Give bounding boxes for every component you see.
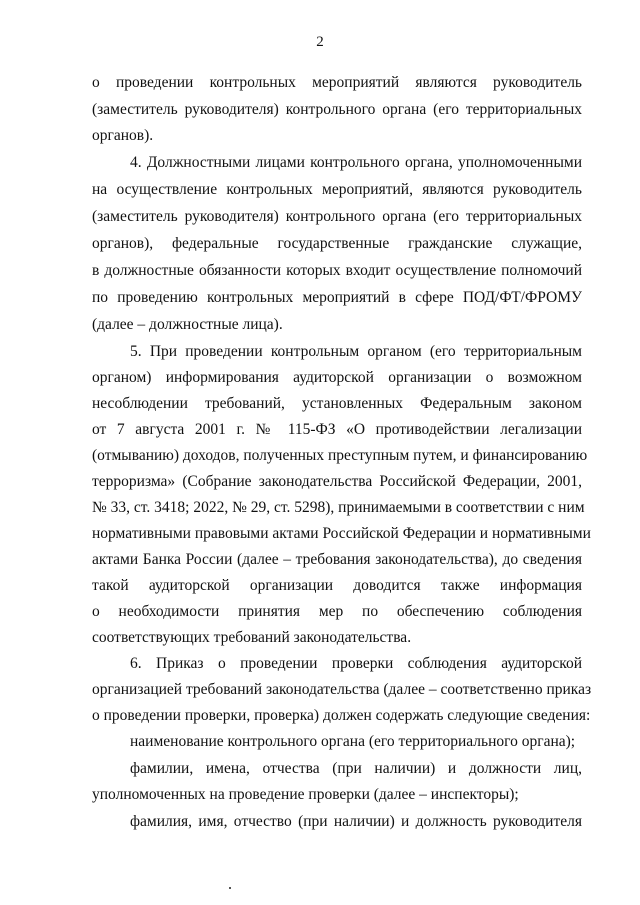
text-line: в должностные обязанности которых входит осуществление полномочий <box>92 262 582 279</box>
paragraph-first-line: фамилия, имя, отчество (при наличии) и должность руководителя <box>130 813 582 830</box>
scan-speck <box>229 887 231 889</box>
page-number: 2 <box>316 34 324 50</box>
text-line: (заместитель руководителя) контрольного органа (его территориальных <box>92 101 582 118</box>
text-line: организацией требований законодательства (далее – соответственно приказ <box>92 681 592 698</box>
text-line: (далее – должностные лица). <box>92 316 283 333</box>
text-line: о проведении контрольных мероприятий являются руководитель <box>92 74 582 91</box>
text-line: о проведении проверки, проверка) должен содержать следующие сведения: <box>92 707 591 724</box>
text-line: органов). <box>92 127 154 144</box>
text-line: нормативными правовыми актами Российской Федерации и нормативными <box>92 525 591 542</box>
text-line: № 33, ст. 3418; 2022, № 29, ст. 5298), принимаемыми в соответствии с ним <box>92 499 585 516</box>
text-line: терроризма» (Собрание законодательства Российской Федерации, 2001, <box>92 473 582 490</box>
paragraph-first-line: фамилии, имена, отчества (при наличии) и должности лиц, <box>130 760 582 777</box>
text-line: уполномоченных на проведение проверки (далее – инспекторы); <box>92 786 519 803</box>
text-line: органом) информирования аудиторской организации о возможном <box>92 369 582 386</box>
text-line: от 7 августа 2001 г. № 115-ФЗ «О противодействии легализации <box>92 421 582 438</box>
text-line: органов), федеральные государственные гражданские служащие, <box>92 235 582 252</box>
paragraph-first-line: 5. При проведении контрольным органом (его территориальным <box>130 343 582 360</box>
text-line: такой аудиторской организации доводится также информация <box>92 577 582 594</box>
text-line: соответствующих требований законодательства. <box>92 629 412 646</box>
paragraph-first-line: наименование контрольного органа (его территориального органа); <box>130 733 576 750</box>
text-line: актами Банка России (далее – требования законодательства), до сведения <box>92 551 582 568</box>
text-line: о необходимости принятия мер по обеспечению соблюдения <box>92 603 582 620</box>
text-line: (отмыванию) доходов, полученных преступным путем, и финансированию <box>92 447 588 464</box>
text-line: по проведению контрольных мероприятий в сфере ПОД/ФТ/ФРОМУ <box>92 289 582 306</box>
paragraph-first-line: 4. Должностными лицами контрольного органа, уполномоченными <box>130 154 582 171</box>
text-line: несоблюдении требований, установленных Федеральным законом <box>92 395 582 412</box>
text-line: (заместитель руководителя) контрольного органа (его территориальных <box>92 208 582 225</box>
paragraph-first-line: 6. Приказ о проведении проверки соблюдения аудиторской <box>130 655 582 672</box>
text-line: на осуществление контрольных мероприятий, являются руководитель <box>92 181 582 198</box>
